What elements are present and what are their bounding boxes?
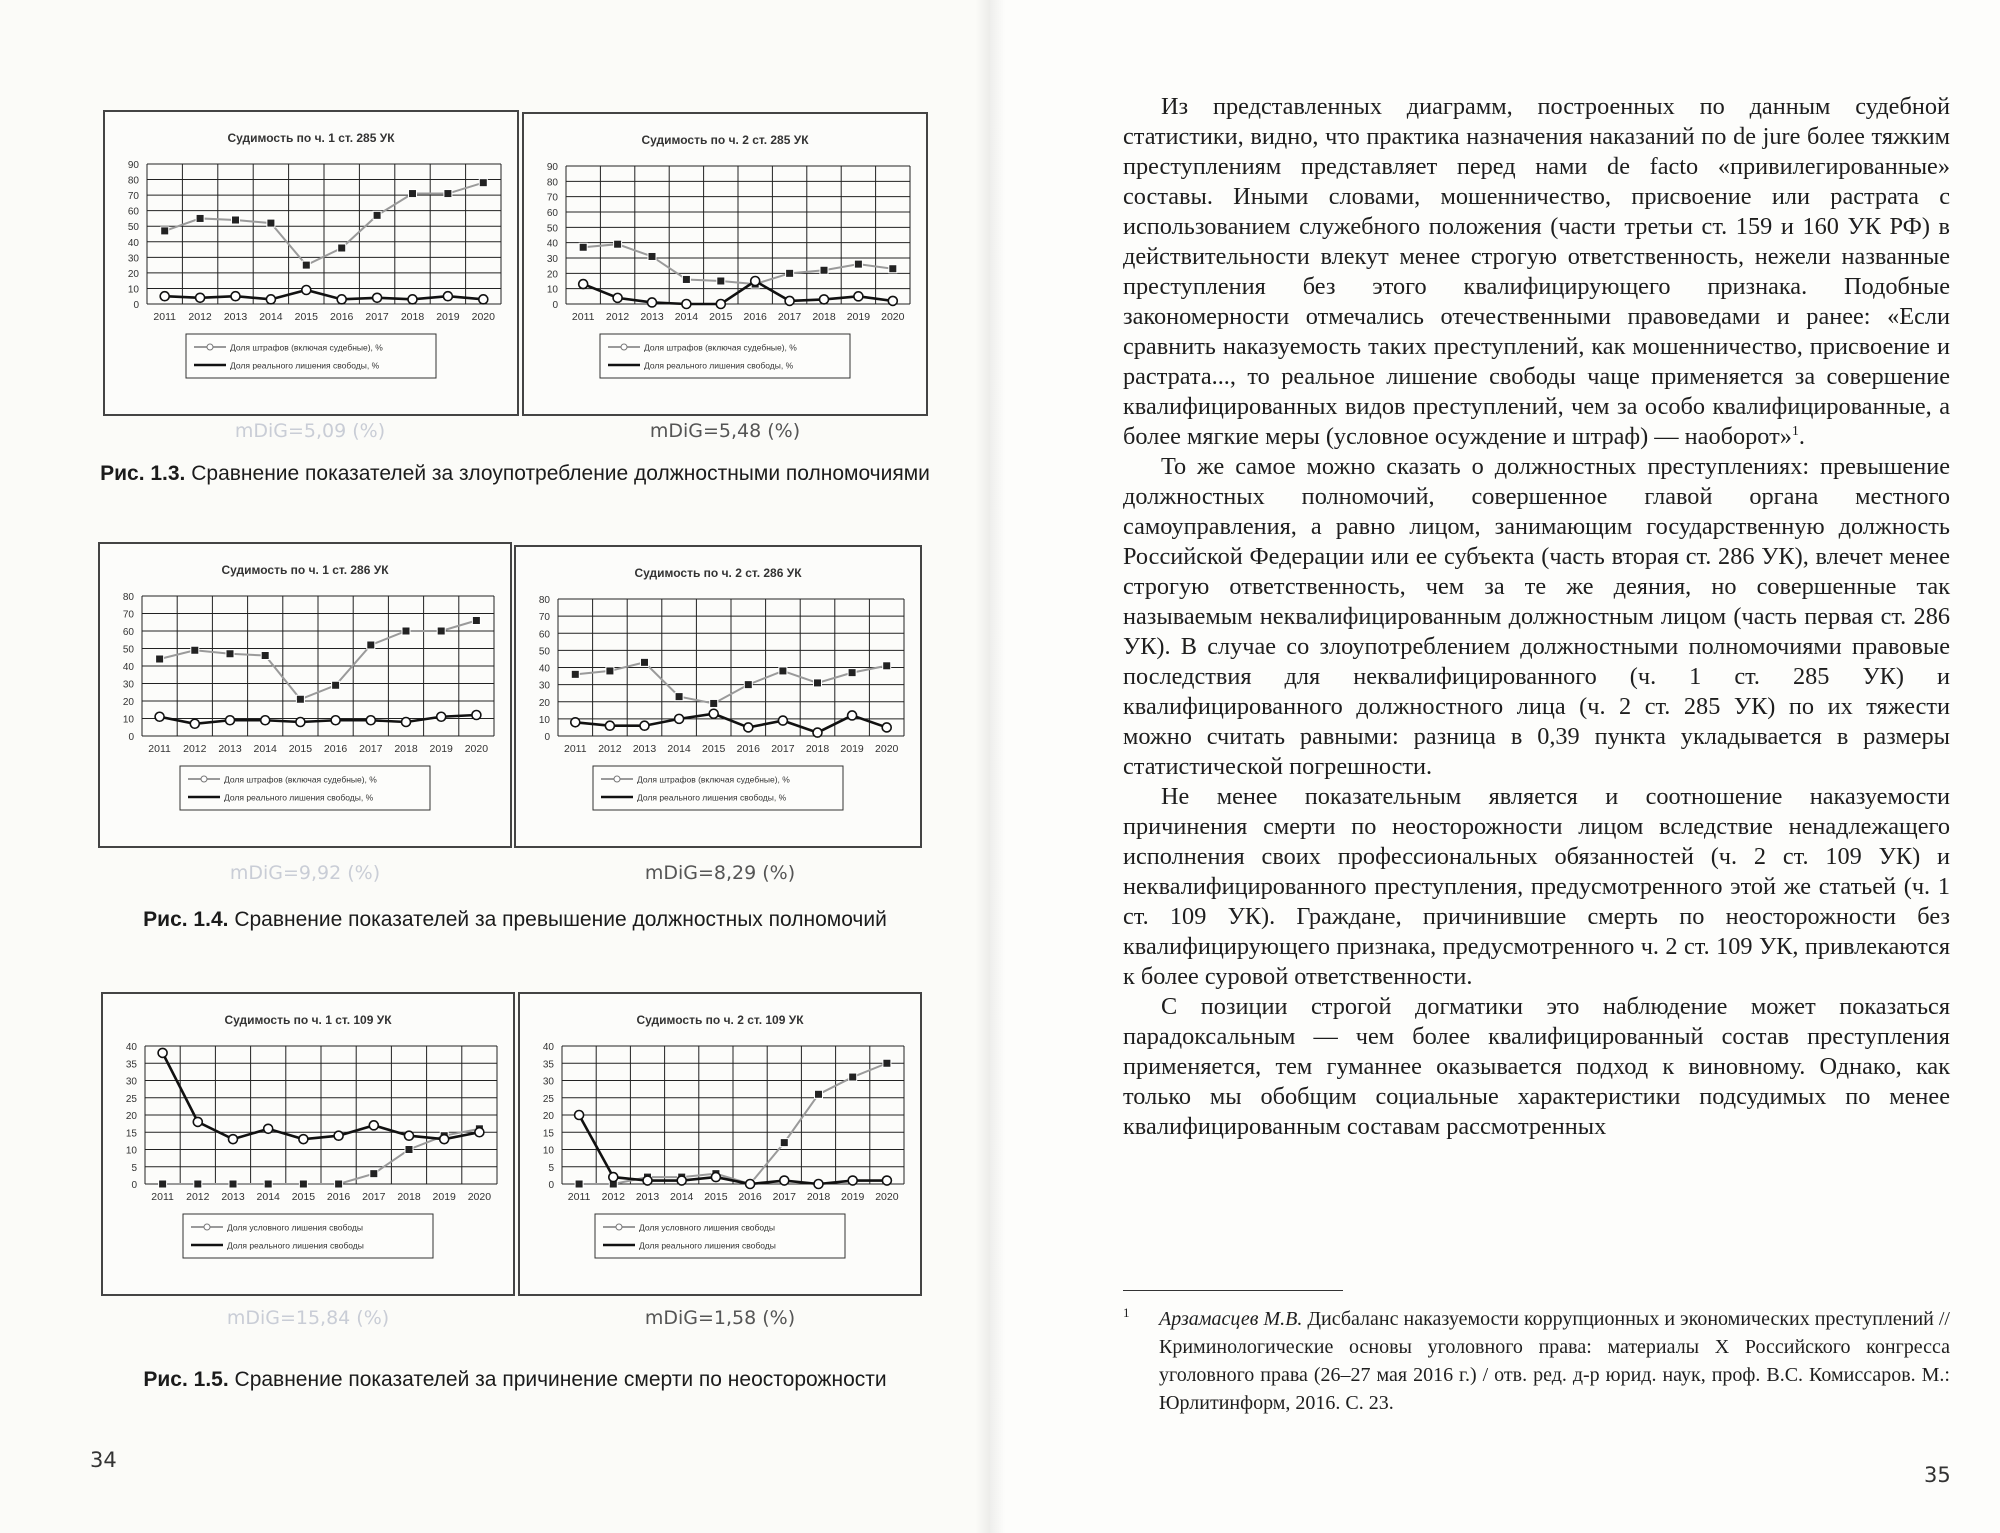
chart-109-part2 bbox=[518, 992, 922, 1296]
y-tick-label: 35 bbox=[542, 1059, 554, 1071]
data-point-square bbox=[820, 266, 828, 274]
x-tick-label: 2012 bbox=[186, 1191, 210, 1203]
paragraph-4: С позиции строгой догматики это наблюдение может показаться парадоксальным — чем более квалифицированный состав преступления применяется, тем гуманнее оказывается подход к виновному. Однако, как только мы обобщим социальные характеристики подсудимых по менее квалифицированным составам рассмотренных bbox=[1123, 993, 1950, 1140]
data-point-circle bbox=[158, 1048, 167, 1057]
y-tick-label: 60 bbox=[546, 208, 558, 219]
data-point-square bbox=[848, 669, 856, 677]
x-tick-label: 2017 bbox=[771, 743, 795, 755]
y-tick-label: 20 bbox=[125, 1111, 137, 1122]
data-point-circle bbox=[337, 295, 346, 304]
legend-marker bbox=[614, 776, 620, 782]
y-tick-label: 30 bbox=[538, 680, 550, 692]
y-tick-label: 10 bbox=[538, 714, 550, 726]
data-point-circle bbox=[296, 718, 305, 727]
data-point-square bbox=[402, 627, 410, 635]
mdig-285-part2: mDiG=5,48 (%) bbox=[649, 420, 801, 442]
y-tick-label: 20 bbox=[122, 697, 134, 708]
data-point-circle bbox=[854, 292, 863, 301]
chart-title: Судимость по ч. 2 ст. 109 УК bbox=[636, 1013, 804, 1027]
data-point-circle bbox=[266, 295, 275, 304]
data-point-circle bbox=[261, 716, 270, 725]
x-tick-label: 2015 bbox=[291, 1191, 316, 1203]
data-point-square bbox=[710, 699, 718, 707]
x-tick-label: 2020 bbox=[875, 1191, 899, 1203]
mdig-286-part2: mDiG=8,29 (%) bbox=[644, 862, 796, 884]
chart-legend bbox=[593, 766, 843, 810]
legend-label: Доля штрафов (включая судебные), % bbox=[637, 774, 790, 785]
legend-label: Доля штрафов (включая судебные), % bbox=[224, 774, 377, 785]
data-point-square bbox=[437, 627, 445, 635]
data-point-square bbox=[883, 1059, 891, 1067]
data-point-square bbox=[472, 617, 480, 625]
x-tick-label: 2016 bbox=[736, 743, 760, 755]
data-point-square bbox=[159, 1180, 167, 1188]
paragraph-2: То же самое можно сказать о должностных преступлениях: превышение должностных полномочий, совершенное главой органа местного самоуправления, а равно лицом, занимающим государственную должность Российской Федерации или ее субъекта (часть вторая ст. 286 УК), влечет менее строгую ответственность, чем за те же деяния, но совершенные так называемым неквалифицированным должностным лицом (часть первая ст. 286 УК). В случае со злоупотреблением должностными полномочиями правовые последствия для неквалифицированного (ч. 1 ст. 285 УК) и квалифицированного должностного лица (ч. 2 ст. 285 УК) по их тяжести можно считать равными: разница в 0,39 пункта укладывается в размеры статистической погрешности. bbox=[1123, 453, 1950, 780]
chart-legend bbox=[180, 766, 430, 810]
x-tick-label: 2017 bbox=[777, 311, 802, 323]
data-point-circle bbox=[264, 1124, 273, 1133]
x-tick-label: 2018 bbox=[400, 311, 425, 323]
x-tick-label: 2019 bbox=[846, 311, 871, 323]
data-point-circle bbox=[709, 709, 718, 718]
paragraph-3: Не менее показательным является и соотношение наказуемости причинения смерти по неосторожности лицом вследствие ненадлежащего исполнения своих профессиональных обязанностей (ч. 2 ст. 109 УК) и неквалифицированного преступления, предусмотренного этой же статьей (ч. 1 ст. 109 УК). Граждане, причинившие смерть по неосторожности без квалифицирующего признака, предусмотренного ч. 2 ст. 109 УК, привлекаются к более суровой ответственности. bbox=[1123, 783, 1950, 990]
data-point-square bbox=[405, 1146, 413, 1154]
legend-label: Доля штрафов (включая судебные), % bbox=[230, 342, 383, 353]
book-gutter bbox=[975, 0, 1005, 1533]
data-point-circle bbox=[440, 1135, 449, 1144]
data-point-square bbox=[889, 265, 897, 273]
x-tick-label: 2015 bbox=[704, 1191, 728, 1203]
data-point-square bbox=[606, 667, 614, 675]
x-tick-label: 2020 bbox=[471, 311, 495, 323]
data-point-circle bbox=[571, 718, 580, 727]
legend-label: Доля реального лишения свободы, % bbox=[637, 792, 787, 803]
y-tick-label: 25 bbox=[125, 1093, 137, 1105]
data-point-square bbox=[780, 1139, 788, 1147]
footnote-author: Арзамасцев М.В. bbox=[1159, 1308, 1303, 1330]
data-point-circle bbox=[408, 295, 417, 304]
legend-marker bbox=[616, 1224, 622, 1230]
data-point-square bbox=[267, 219, 275, 227]
figure-caption-1-3: Рис. 1.3. Сравнение показателей за злоупотребление должностными полномочиями bbox=[100, 462, 930, 485]
x-tick-label: 2014 bbox=[256, 1191, 280, 1203]
y-tick-label: 60 bbox=[538, 629, 550, 641]
chart-286-part2 bbox=[514, 545, 922, 848]
data-point-circle bbox=[193, 1117, 202, 1126]
figure-caption-1-5: Рис. 1.5. Сравнение показателей за причинение смерти по неосторожности bbox=[143, 1368, 887, 1391]
mdig-285-part1: mDiG=5,09 (%) bbox=[234, 420, 386, 442]
y-tick-label: 90 bbox=[546, 162, 558, 173]
data-point-circle bbox=[226, 716, 235, 725]
data-point-circle bbox=[813, 728, 822, 737]
x-tick-label: 2017 bbox=[772, 1191, 796, 1203]
data-point-circle bbox=[648, 298, 657, 307]
data-point-square bbox=[571, 670, 579, 678]
chart-legend bbox=[186, 334, 436, 378]
y-tick-label: 60 bbox=[127, 206, 139, 218]
footnote-separator bbox=[1123, 1290, 1343, 1291]
data-point-circle bbox=[675, 714, 684, 723]
data-point-circle bbox=[613, 293, 622, 302]
chart-title: Судимость по ч. 1 ст. 285 УК bbox=[227, 131, 395, 145]
data-point-square bbox=[614, 240, 622, 248]
legend-label: Доля реального лишения свободы, % bbox=[230, 360, 380, 371]
data-point-circle bbox=[746, 1180, 755, 1189]
x-tick-label: 2020 bbox=[464, 743, 489, 755]
x-tick-label: 2020 bbox=[875, 743, 899, 755]
data-point-circle bbox=[369, 1121, 378, 1130]
legend-label: Доля реального лишения свободы bbox=[639, 1240, 776, 1251]
page-number-left: 34 bbox=[90, 1448, 117, 1472]
data-point-square bbox=[264, 1180, 272, 1188]
legend-label: Доля реального лишения свободы, % bbox=[224, 792, 374, 803]
data-point-circle bbox=[373, 293, 382, 302]
data-point-square bbox=[229, 1180, 237, 1188]
x-tick-label: 2015 bbox=[294, 311, 318, 323]
data-point-square bbox=[367, 641, 375, 649]
data-point-square bbox=[579, 243, 587, 251]
y-tick-label: 40 bbox=[542, 1042, 554, 1053]
data-point-circle bbox=[196, 293, 205, 302]
data-point-square bbox=[786, 269, 794, 277]
y-tick-label: 10 bbox=[546, 284, 558, 296]
legend-marker bbox=[207, 344, 213, 350]
x-tick-label: 2015 bbox=[288, 743, 313, 755]
x-tick-label: 2013 bbox=[223, 311, 248, 323]
x-tick-label: 2018 bbox=[812, 311, 836, 323]
y-tick-label: 0 bbox=[133, 300, 139, 311]
y-tick-label: 30 bbox=[542, 1076, 554, 1088]
x-tick-label: 2015 bbox=[702, 743, 726, 755]
chart-109-part1 bbox=[101, 992, 515, 1296]
data-point-circle bbox=[605, 721, 614, 730]
data-point-square bbox=[373, 211, 381, 219]
data-point-square bbox=[332, 681, 340, 689]
data-point-square bbox=[194, 1180, 202, 1188]
data-point-square bbox=[302, 261, 310, 269]
data-point-square bbox=[779, 667, 787, 675]
chart-legend bbox=[600, 334, 850, 378]
data-point-circle bbox=[579, 280, 588, 289]
y-tick-label: 30 bbox=[122, 679, 134, 691]
data-point-square bbox=[717, 277, 725, 285]
data-point-circle bbox=[299, 1135, 308, 1144]
data-point-circle bbox=[472, 711, 481, 720]
x-tick-label: 2011 bbox=[148, 743, 171, 755]
legend-label: Доля условного лишения свободы bbox=[639, 1222, 775, 1233]
data-point-square bbox=[854, 260, 862, 268]
y-tick-label: 20 bbox=[546, 269, 558, 281]
x-tick-label: 2019 bbox=[840, 743, 864, 755]
y-tick-label: 80 bbox=[546, 177, 558, 189]
data-point-square bbox=[370, 1170, 378, 1178]
y-tick-label: 0 bbox=[552, 300, 558, 311]
x-tick-label: 2011 bbox=[564, 743, 587, 755]
x-tick-label: 2019 bbox=[436, 311, 460, 323]
legend-label: Доля условного лишения свободы bbox=[227, 1222, 363, 1233]
x-tick-label: 2019 bbox=[432, 1191, 456, 1203]
x-tick-label: 2018 bbox=[805, 743, 830, 755]
x-tick-label: 2015 bbox=[709, 311, 733, 323]
x-tick-label: 2020 bbox=[881, 311, 905, 323]
data-point-square bbox=[161, 227, 169, 235]
chart-286-part1 bbox=[98, 542, 512, 848]
y-tick-label: 0 bbox=[548, 1180, 554, 1191]
x-tick-label: 2016 bbox=[330, 311, 354, 323]
body-text bbox=[1123, 92, 1950, 1142]
data-point-circle bbox=[814, 1180, 823, 1189]
x-tick-label: 2016 bbox=[326, 1191, 351, 1203]
x-tick-label: 2013 bbox=[221, 1191, 245, 1203]
chart-title: Судимость по ч. 2 ст. 286 УК bbox=[634, 566, 802, 580]
y-tick-label: 40 bbox=[125, 1042, 137, 1053]
data-point-square bbox=[338, 244, 346, 252]
data-point-square bbox=[883, 662, 891, 670]
paragraph-1: Из представленных диаграмм, построенных по данным судебной статистики, видно, что практика назначения наказаний по de jure более тяжким преступлениям представляет перед нами de facto «привилегированные» составы. Иными словами, мошенничество, присвоение или растрата с использованием служебного положения (части третьи ст. 159 и 160 УК РФ) в действительности влекут менее строгую ответственность, нежели названные преступления без этого квалифицирующего признака. Подобные закономерности отмечались отечественными правоведами и ранее: «Если сравнить наказуемость таких преступлений, как мошенничество, присвоение и растрата..., то реальное лишение свободы чаще применяется за совершение квалифицированных видов преступлений, чем за особо квалифицированные, а более мягкие меры (условное осуждение и штраф) — наоборот»$^1$. bbox=[1123, 93, 1950, 450]
data-point-circle bbox=[711, 1173, 720, 1182]
x-tick-label: 2014 bbox=[667, 743, 691, 755]
data-point-square bbox=[191, 646, 199, 654]
y-tick-label: 0 bbox=[128, 732, 134, 743]
y-tick-label: 30 bbox=[546, 254, 558, 265]
data-point-square bbox=[409, 190, 417, 198]
x-tick-label: 2012 bbox=[183, 743, 207, 755]
data-point-circle bbox=[882, 723, 891, 732]
y-tick-label: 70 bbox=[546, 192, 558, 204]
data-point-circle bbox=[609, 1173, 618, 1182]
data-point-circle bbox=[780, 1176, 789, 1185]
data-point-circle bbox=[155, 712, 164, 721]
x-tick-label: 2014 bbox=[674, 311, 699, 323]
data-point-circle bbox=[848, 1176, 857, 1185]
chart-legend bbox=[183, 1214, 433, 1258]
x-tick-label: 2020 bbox=[467, 1191, 492, 1203]
y-tick-label: 40 bbox=[538, 663, 550, 675]
y-tick-label: 60 bbox=[122, 627, 134, 638]
x-tick-label: 2011 bbox=[153, 311, 176, 323]
x-tick-label: 2014 bbox=[259, 311, 283, 323]
y-tick-label: 90 bbox=[127, 160, 139, 171]
chart-285-part1 bbox=[103, 110, 519, 416]
data-point-circle bbox=[443, 292, 452, 301]
y-tick-label: 0 bbox=[544, 732, 550, 743]
data-point-square bbox=[232, 216, 240, 224]
data-point-circle bbox=[716, 300, 725, 309]
x-tick-label: 2019 bbox=[429, 743, 453, 755]
y-tick-label: 20 bbox=[127, 268, 139, 280]
data-point-circle bbox=[402, 718, 411, 727]
data-point-square bbox=[675, 693, 683, 701]
x-tick-label: 2012 bbox=[188, 311, 212, 323]
x-tick-label: 2014 bbox=[253, 743, 277, 755]
y-tick-label: 15 bbox=[125, 1128, 137, 1140]
mdig-109-part1: mDiG=15,84 (%) bbox=[226, 1307, 390, 1329]
data-point-circle bbox=[744, 723, 753, 732]
data-point-circle bbox=[437, 712, 446, 721]
x-tick-label: 2017 bbox=[365, 311, 389, 323]
y-tick-label: 30 bbox=[127, 253, 139, 265]
x-tick-label: 2016 bbox=[743, 311, 767, 323]
data-point-circle bbox=[302, 286, 311, 295]
data-point-square bbox=[479, 179, 487, 187]
data-point-circle bbox=[751, 277, 760, 286]
y-tick-label: 50 bbox=[546, 223, 558, 235]
data-point-circle bbox=[848, 711, 857, 720]
chart-title: Судимость по ч. 1 ст. 109 УК bbox=[224, 1013, 392, 1027]
x-tick-label: 2012 bbox=[601, 1191, 625, 1203]
data-point-circle bbox=[882, 1176, 891, 1185]
legend-marker bbox=[204, 1224, 210, 1230]
legend-label: Доля реального лишения свободы bbox=[227, 1240, 364, 1251]
y-tick-label: 10 bbox=[127, 284, 139, 296]
data-point-circle bbox=[677, 1176, 686, 1185]
page-number-right: 35 bbox=[1924, 1463, 1951, 1487]
data-point-circle bbox=[366, 716, 375, 725]
x-tick-label: 2011 bbox=[571, 311, 595, 323]
y-tick-label: 5 bbox=[131, 1162, 137, 1174]
data-point-circle bbox=[231, 292, 240, 301]
data-point-square bbox=[575, 1180, 583, 1188]
chart-legend bbox=[595, 1214, 845, 1258]
data-point-square bbox=[196, 214, 204, 222]
x-tick-label: 2011 bbox=[151, 1191, 174, 1203]
footnote-ref[interactable]: 1 bbox=[1791, 423, 1799, 439]
data-point-square bbox=[335, 1180, 343, 1188]
x-tick-label: 2018 bbox=[806, 1191, 831, 1203]
x-tick-label: 2011 bbox=[567, 1191, 591, 1203]
data-point-circle bbox=[643, 1176, 652, 1185]
y-tick-label: 50 bbox=[538, 646, 550, 658]
data-point-square bbox=[444, 190, 452, 198]
data-point-circle bbox=[888, 296, 897, 305]
y-tick-label: 25 bbox=[542, 1093, 554, 1105]
data-point-circle bbox=[785, 296, 794, 305]
data-point-square bbox=[815, 1090, 823, 1098]
y-tick-label: 10 bbox=[122, 714, 134, 726]
data-point-square bbox=[648, 252, 656, 260]
data-point-square bbox=[261, 652, 269, 660]
footnote-text: Дисбаланс наказуемости коррупционных и экономических преступлений // Криминологические основы уголовного права: материалы X Российского конгресса уголовного права (26–27 мая 2016 г.) / отв. ред. д-р юрид. наук, проф. В.С. Комиссаров. М.: Юрлитинформ, 2016. С. 23. bbox=[1159, 1308, 1950, 1414]
y-tick-label: 70 bbox=[538, 612, 550, 624]
data-point-square bbox=[226, 650, 234, 658]
data-point-circle bbox=[190, 719, 199, 728]
y-tick-label: 20 bbox=[542, 1111, 554, 1122]
legend-marker bbox=[621, 344, 627, 350]
mdig-286-part1: mDiG=9,92 (%) bbox=[229, 862, 381, 884]
y-tick-label: 70 bbox=[122, 609, 134, 621]
data-point-circle bbox=[405, 1131, 414, 1140]
y-tick-label: 80 bbox=[127, 175, 139, 187]
footnote-number: 1 bbox=[1123, 1305, 1130, 1320]
y-tick-label: 40 bbox=[122, 662, 134, 673]
legend-marker bbox=[201, 776, 207, 782]
data-point-circle bbox=[229, 1135, 238, 1144]
data-point-circle bbox=[331, 716, 340, 725]
y-tick-label: 20 bbox=[538, 697, 550, 709]
chart-title: Судимость по ч. 2 ст. 285 УК bbox=[641, 133, 809, 147]
y-tick-label: 40 bbox=[127, 237, 139, 249]
y-tick-label: 10 bbox=[125, 1145, 137, 1157]
x-tick-label: 2013 bbox=[640, 311, 664, 323]
x-tick-label: 2016 bbox=[323, 743, 348, 755]
data-point-circle bbox=[575, 1111, 584, 1120]
x-tick-label: 2013 bbox=[632, 743, 657, 755]
y-tick-label: 15 bbox=[542, 1128, 554, 1140]
data-point-square bbox=[814, 679, 822, 687]
x-tick-label: 2012 bbox=[605, 311, 630, 323]
data-point-circle bbox=[479, 295, 488, 304]
data-point-square bbox=[156, 655, 164, 663]
data-point-square bbox=[299, 1180, 307, 1188]
data-point-circle bbox=[475, 1128, 484, 1137]
y-tick-label: 10 bbox=[542, 1145, 554, 1157]
data-point-circle bbox=[334, 1131, 343, 1140]
x-tick-label: 2016 bbox=[738, 1191, 762, 1203]
mdig-109-part2: mDiG=1,58 (%) bbox=[644, 1307, 796, 1329]
data-point-circle bbox=[640, 721, 649, 730]
figure-caption-1-4: Рис. 1.4. Сравнение показателей за превышение должностных полномочий bbox=[143, 908, 887, 931]
data-point-square bbox=[641, 658, 649, 666]
chart-title: Судимость по ч. 1 ст. 286 УК bbox=[221, 563, 389, 577]
x-tick-label: 2013 bbox=[635, 1191, 660, 1203]
x-tick-label: 2019 bbox=[841, 1191, 865, 1203]
x-tick-label: 2014 bbox=[670, 1191, 694, 1203]
data-point-circle bbox=[682, 300, 691, 309]
data-point-circle bbox=[160, 292, 169, 301]
x-tick-label: 2012 bbox=[598, 743, 622, 755]
x-tick-label: 2017 bbox=[362, 1191, 386, 1203]
x-tick-label: 2018 bbox=[397, 1191, 421, 1203]
y-tick-label: 5 bbox=[548, 1162, 554, 1174]
y-tick-label: 80 bbox=[122, 592, 134, 603]
footnote bbox=[1123, 1305, 1950, 1417]
y-tick-label: 50 bbox=[127, 222, 139, 234]
chart-285-part2 bbox=[522, 112, 928, 416]
y-tick-label: 35 bbox=[125, 1059, 137, 1071]
x-tick-label: 2013 bbox=[218, 743, 242, 755]
legend-label: Доля штрафов (включая судебные), % bbox=[644, 342, 797, 353]
x-tick-label: 2017 bbox=[359, 743, 383, 755]
data-point-square bbox=[744, 681, 752, 689]
y-tick-label: 70 bbox=[127, 191, 139, 203]
data-point-circle bbox=[820, 295, 829, 304]
data-point-square bbox=[296, 695, 304, 703]
data-point-square bbox=[682, 275, 690, 283]
y-tick-label: 40 bbox=[546, 238, 558, 250]
y-tick-label: 50 bbox=[122, 644, 134, 656]
legend-label: Доля реального лишения свободы, % bbox=[644, 360, 794, 371]
x-tick-label: 2018 bbox=[394, 743, 418, 755]
y-tick-label: 30 bbox=[125, 1076, 137, 1088]
data-point-circle bbox=[778, 716, 787, 725]
data-point-square bbox=[849, 1073, 857, 1081]
y-tick-label: 80 bbox=[538, 595, 550, 606]
y-tick-label: 0 bbox=[131, 1180, 137, 1191]
